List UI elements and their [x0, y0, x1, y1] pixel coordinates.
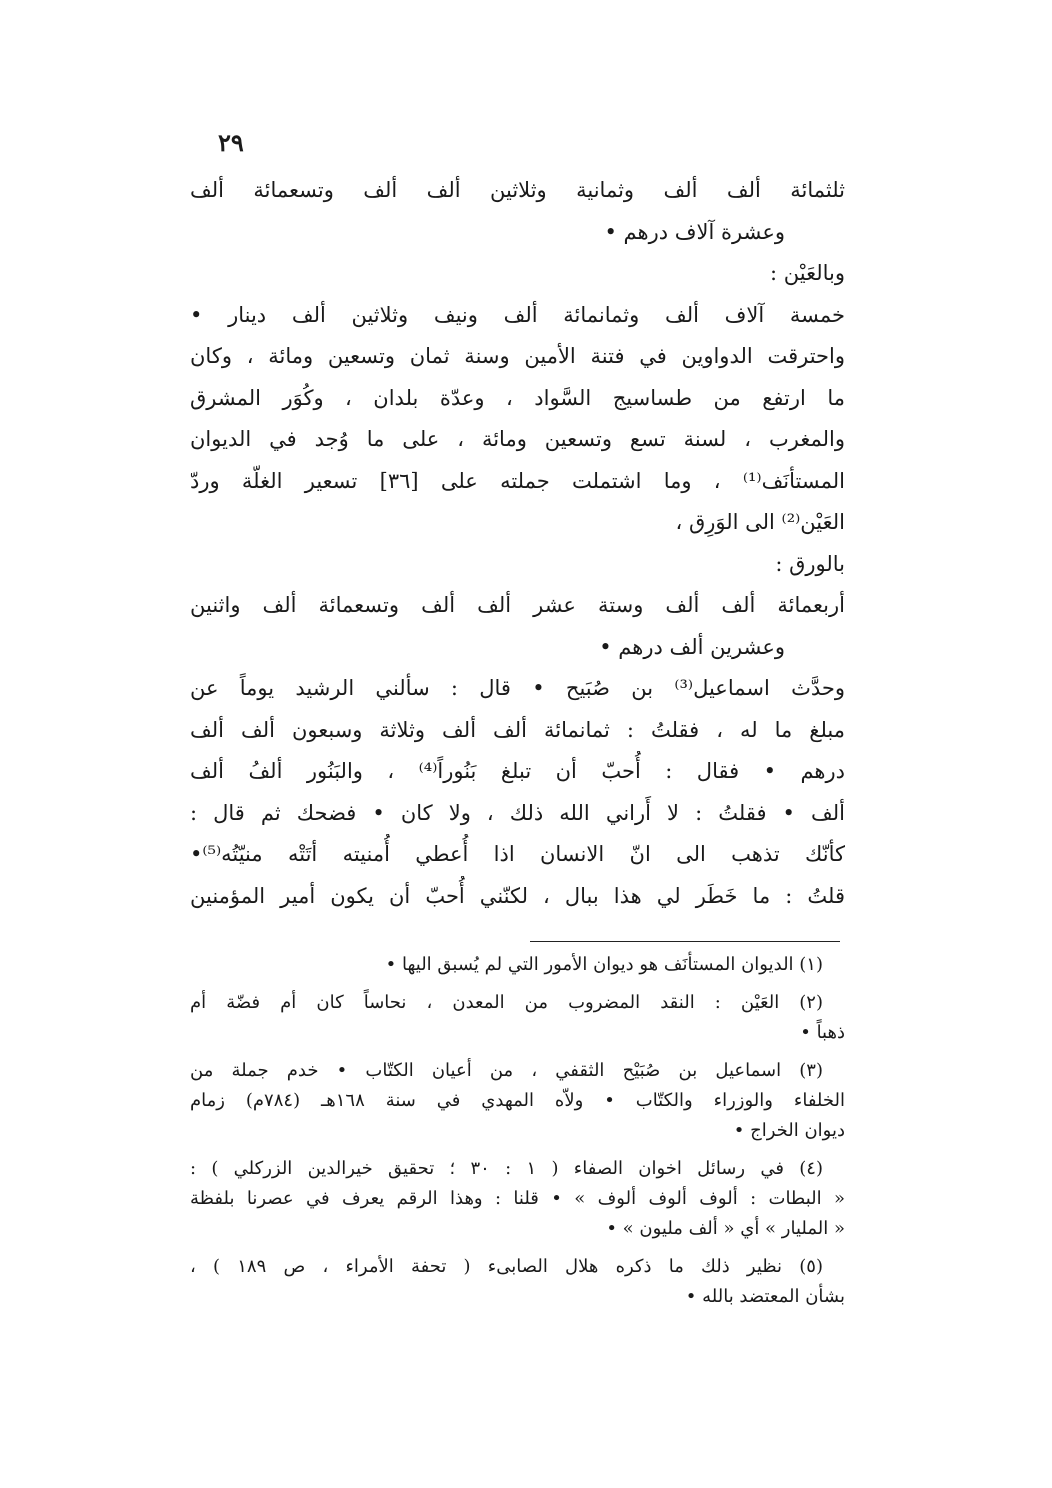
footnote-2 [190, 988, 845, 1048]
footnote-4 [190, 1154, 845, 1244]
main-text [190, 170, 845, 917]
text-line: قلتُ : ما خَطَر لي هذا ببال ، لكنّني أُحبّ أن يكون أمير المؤمنين [190, 883, 845, 908]
footnote-1 [190, 950, 845, 980]
text-line: والمغرب ، لسنة تسع وتسعين ومائة ، على ما وُجد في الديوان [190, 427, 845, 451]
footnote-line: بشأن المعتضد بالله • [685, 1286, 845, 1307]
footnote-line: « المليار » أي « ألف مليون » • [606, 1218, 845, 1239]
section-heading: بالورق : [775, 551, 845, 576]
section-heading: وبالعَيْن : [770, 261, 845, 285]
text-line: وحدَّث اسماعيل⁽³⁾ بن صُبَيح • قال : سألني الرشيد يوماً عن [190, 676, 845, 700]
footnote-divider [530, 941, 840, 942]
footnote-3 [190, 1056, 845, 1146]
text-line: وعشرة آلاف درهم • [604, 219, 785, 244]
text-line: كأنّك تذهب الى انّ الانسان اذا أُعطي أُمنيته أتَتْه منيّتُه⁽⁵⁾• [190, 842, 845, 866]
text-line: ما ارتفع من طساسيج السَّواد ، وعدّة بلدان ، وكُوَر المشرق [190, 385, 845, 410]
text-line: العَيْن⁽²⁾ الى الوَرِق ، [675, 510, 845, 534]
footnote-line: (٢) العَيْن : النقد المضروب من المعدن ، نحاساً كان أم فضّة أم [190, 992, 823, 1013]
footnote-line: ذهباً • [800, 1022, 845, 1043]
footnote-line: (٥) نظير ذلك ما ذكره هلال الصابىء ( تحفة الأمراء ، ص ١٨٩ ) ، [190, 1256, 823, 1277]
footnote-line: الخلفاء والوزراء والكتّاب • ولاّه المهدي في سنة ١٦٨هـ (٧٨٤م) زمام [190, 1090, 845, 1111]
text-line: أربعمائة ألف ألف وستة عشر ألف ألف وتسعمائة ألف واثنين [190, 593, 845, 617]
text-line: مبلغ ما له ، فقلتُ : ثمانمائة ألف ألف وثلاثة وسبعون ألف ألف [190, 717, 845, 742]
text-line: ثلثمائة ألف ألف وثمانية وثلاثين ألف ألف وتسعمائة ألف [190, 178, 845, 202]
text-line: وعشرين ألف درهم • [599, 634, 785, 659]
text-line: ألف • فقلتُ : لا أَراني الله ذلك ، ولا كان • فضحك ثم قال : [190, 800, 845, 825]
footnote-line: (١) الديوان المستأنَف هو ديوان الأمور التي لم يُسبق اليها • [385, 954, 823, 975]
text-line: درهم • فقال : أُحبّ أن تبلغ بَنُوراً⁽⁴⁾ ، والبَنُور ألفُ ألف [190, 759, 845, 783]
footnote-5 [190, 1252, 845, 1312]
footnotes [190, 950, 845, 1320]
footnote-line: ديوان الخراج • [733, 1120, 845, 1141]
page-number: ٢٩ [218, 128, 244, 157]
text-line: واحترقت الدواوين في فتنة الأمين وسنة ثمان وتسعين ومائة ، وكان [190, 344, 845, 368]
text-line: خمسة آلاف ألف وثمانمائة ألف ونيف وثلاثين ألف دينار • [190, 302, 845, 327]
text-line: المستأنَف⁽¹⁾ ، وما اشتملت جملته على [٣٦] تسعير الغلّة وردّ [190, 468, 845, 493]
footnote-line: (٤) في رسائل اخوان الصفاء ( ١ : ٣٠ ؛ تحقيق خيرالدين الزركلي ) : [190, 1158, 823, 1179]
footnote-line: (٣) اسماعيل بن صُبَيْح الثقفي ، من أعيان الكتّاب • خدم جملة من [190, 1060, 823, 1081]
footnote-line: « البطات : ألوف ألوف ألوف » • قلنا : وهذا الرقم يعرف في عصرنا بلفظة [190, 1188, 845, 1209]
